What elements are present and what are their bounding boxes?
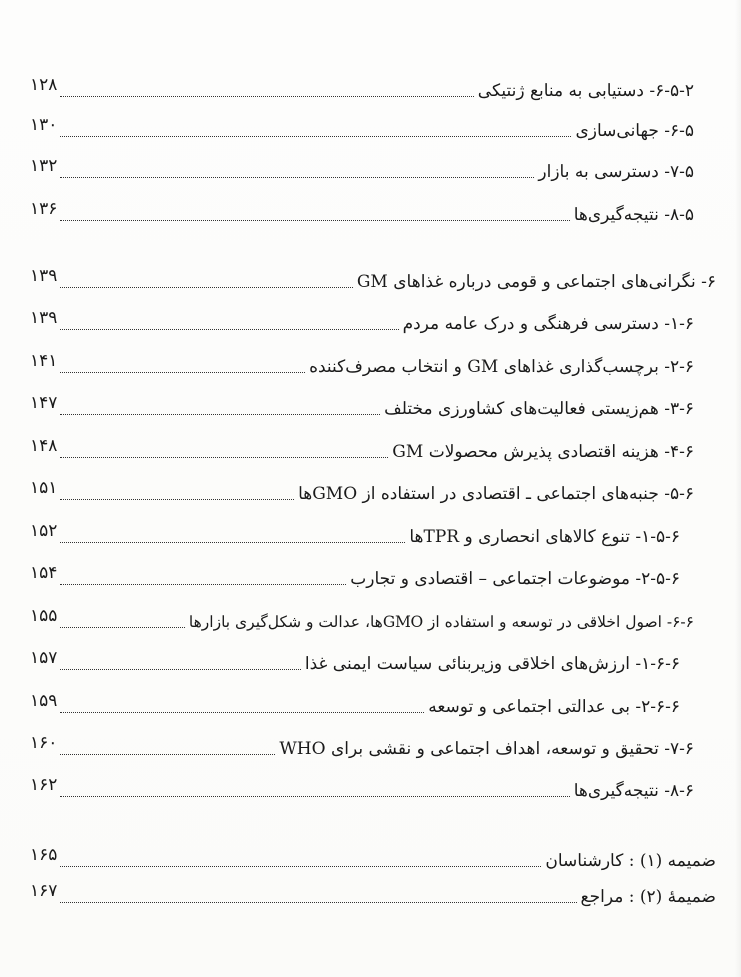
toc-entry-title: ۶- نگرانی‌های اجتماعی و قومی درباره غذاهای GM bbox=[356, 272, 716, 292]
toc-entry bbox=[60, 305, 694, 335]
toc-entry-title: ۸-۵- نتیجه‌گیری‌ها bbox=[573, 205, 694, 225]
toc-entry-page: ۱۶۷ bbox=[30, 881, 58, 901]
toc-entry-page: ۱۳۹ bbox=[30, 266, 58, 286]
toc-entry-page: ۱۴۱ bbox=[30, 351, 58, 371]
toc-entry-title: ۱-۶- دسترسی فرهنگی و درک عامه مردم bbox=[402, 314, 694, 334]
toc-leader bbox=[60, 866, 541, 867]
toc-entry-title: ۶-۵- جهانی‌سازی bbox=[575, 121, 694, 141]
toc-entry bbox=[60, 878, 716, 908]
toc-entry bbox=[60, 688, 680, 718]
toc-entry bbox=[60, 730, 694, 760]
toc-entry-title: ۱-۶-۶- ارزش‌های اخلاقی وزیربنائی سیاست ایمنی غذا bbox=[304, 654, 680, 674]
toc-leader bbox=[60, 287, 353, 288]
toc-leader bbox=[60, 372, 305, 373]
toc-entry bbox=[60, 772, 694, 802]
toc-entry-title: ۶-۶- اصول اخلاقی در توسعه و استفاده از GMOها، عدالت و شکل‌گیری بازارها bbox=[188, 613, 694, 631]
toc-leader bbox=[60, 457, 388, 458]
toc-entry-page: ۱۳۹ bbox=[30, 308, 58, 328]
toc-leader bbox=[60, 414, 380, 415]
toc-leader bbox=[60, 712, 424, 713]
toc-leader bbox=[60, 177, 534, 178]
toc-entry bbox=[60, 196, 694, 226]
toc-entry-page: ۱۳۶ bbox=[30, 199, 58, 219]
toc-entry-title: ضمیمهٔ (۲) : مراجع bbox=[580, 887, 716, 907]
toc-leader bbox=[60, 584, 346, 585]
toc-entry-title: ۲-۵-۶- موضوعات اجتماعی – اقتصادی و تجارب bbox=[350, 569, 680, 589]
toc-leader bbox=[60, 902, 577, 903]
toc-leader bbox=[60, 329, 399, 330]
toc-entry-title: ۱-۵-۶- تنوع کالاهای انحصاری و TPRها bbox=[409, 527, 680, 547]
toc-entry-page: ۱۶۲ bbox=[30, 775, 58, 795]
toc-entry-title: ۷-۵- دسترسی به بازار bbox=[538, 162, 694, 182]
toc-entry bbox=[60, 153, 694, 183]
toc-entry bbox=[60, 390, 694, 420]
toc-entry-title: ۶-۵-۲- دستیابی به منابع ژنتیکی bbox=[477, 81, 694, 101]
toc-entry-page: ۱۶۵ bbox=[30, 845, 58, 865]
toc-entry-page: ۱۴۷ bbox=[30, 393, 58, 413]
toc-leader bbox=[60, 542, 405, 543]
toc-entry-title: ۳-۶- هم‌زیستی فعالیت‌های کشاورزی مختلف bbox=[384, 399, 694, 419]
toc-entry-title: ۸-۶- نتیجه‌گیری‌ها bbox=[573, 781, 694, 801]
toc-entry-title: ۵-۶- جنبه‌های اجتماعی ـ اقتصادی در استفاده از GMOها bbox=[298, 484, 694, 504]
toc-entry bbox=[60, 72, 694, 102]
toc-leader bbox=[60, 96, 474, 97]
toc-entry bbox=[60, 645, 680, 675]
toc-entry-page: ۱۵۵ bbox=[30, 606, 58, 626]
toc-entry bbox=[60, 518, 680, 548]
toc-entry bbox=[60, 603, 694, 633]
toc-entry-page: ۱۵۷ bbox=[30, 648, 58, 668]
toc-leader bbox=[60, 136, 571, 137]
toc-entry bbox=[60, 560, 680, 590]
toc-leader bbox=[60, 627, 185, 628]
toc-entry-title: ۴-۶- هزینه اقتصادی پذیرش محصولات GM bbox=[392, 442, 694, 462]
toc-entry-title: ۲-۶-۶- بی عدالتی اجتماعی و توسعه bbox=[428, 697, 680, 717]
toc-entry bbox=[60, 112, 694, 142]
toc-entry bbox=[60, 263, 716, 293]
toc-entry-page: ۱۴۸ bbox=[30, 436, 58, 456]
toc-entry-page: ۱۲۸ bbox=[30, 75, 58, 95]
toc-entry-title: ضمیمه (۱) : کارشناسان bbox=[545, 851, 716, 871]
toc-entry-page: ۱۵۲ bbox=[30, 521, 58, 541]
toc-entry-page: ۱۵۱ bbox=[30, 478, 58, 498]
toc-leader bbox=[60, 796, 570, 797]
toc-entry-page: ۱۳۲ bbox=[30, 156, 58, 176]
toc-entry-page: ۱۵۴ bbox=[30, 563, 58, 583]
toc-leader bbox=[60, 220, 570, 221]
toc-entry-title: ۷-۶- تحقیق و توسعه، اهداف اجتماعی و نقشی برای WHO bbox=[279, 739, 694, 759]
toc-entry bbox=[60, 842, 716, 872]
toc-entry-title: ۲-۶- برچسب‌گذاری غذاهای GM و انتخاب مصرف‌کننده bbox=[309, 357, 694, 377]
toc-entry-page: ۱۳۰ bbox=[30, 115, 58, 135]
toc-entry-page: ۱۵۹ bbox=[30, 691, 58, 711]
toc-entry bbox=[60, 348, 694, 378]
toc-leader bbox=[60, 754, 275, 755]
scan-edge-shadow bbox=[735, 0, 741, 977]
toc-entry bbox=[60, 433, 694, 463]
toc-entry-page: ۱۶۰ bbox=[30, 733, 58, 753]
toc-leader bbox=[60, 499, 294, 500]
toc-entry bbox=[60, 475, 694, 505]
toc-leader bbox=[60, 669, 301, 670]
